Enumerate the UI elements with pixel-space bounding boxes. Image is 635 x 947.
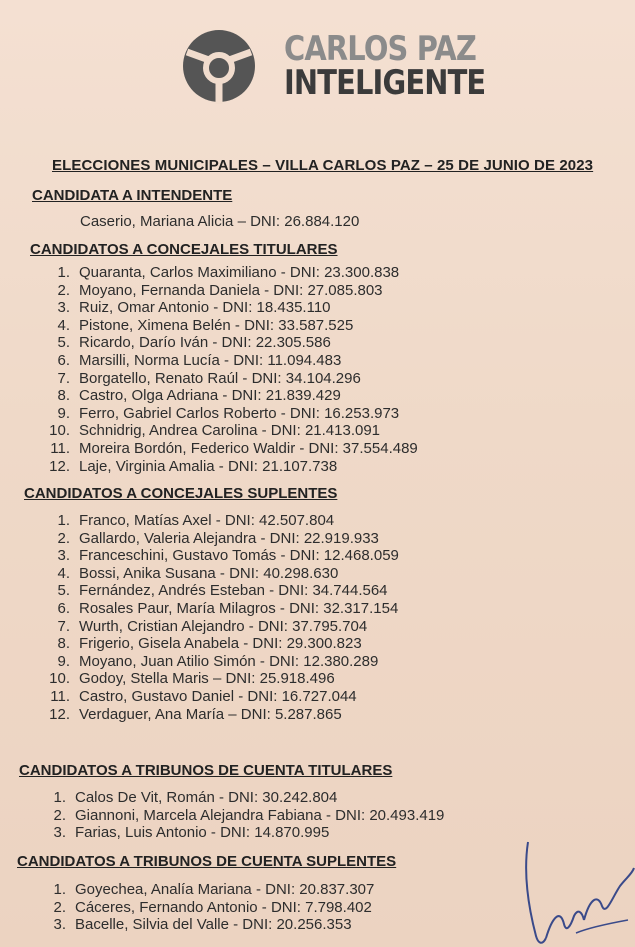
list-item-number: 12.: [49, 705, 70, 723]
heading-concejales-titulares: CANDIDATOS A CONCEJALES TITULARES: [30, 241, 338, 258]
document-title: ELECCIONES MUNICIPALES – VILLA CARLOS PAZ – 25 DE JUNIO DE 2023: [52, 157, 594, 174]
list-item-number: 2.: [57, 529, 70, 547]
concejal-titular-item: [44, 282, 418, 300]
list-item-number: 2.: [53, 806, 66, 824]
handwritten-signature-icon: [516, 838, 635, 947]
list-item-number: 5.: [57, 582, 70, 600]
list-item-text: Castro, Gustavo Daniel - DNI: 16.727.044: [79, 687, 357, 705]
list-item-text: Rosales Paur, María Milagros - DNI: 32.317.154: [79, 599, 399, 617]
list-item-text: Frigerio, Gisela Anabela - DNI: 29.300.823: [79, 635, 362, 653]
list-item-number: 1.: [57, 512, 70, 529]
concejal-titular-item: [44, 387, 418, 405]
list-item-text: Fernández, Andrés Esteban - DNI: 34.744.564: [79, 582, 388, 600]
list-item-number: 6.: [57, 599, 70, 617]
tribuno-suplente-item: [40, 881, 374, 899]
list-item-text: Gallardo, Valeria Alejandra - DNI: 22.919.933: [79, 529, 379, 547]
list-item-number: 9.: [57, 404, 70, 422]
heading-candidata-intendente: CANDIDATA A INTENDENTE: [32, 187, 233, 204]
list-item-number: 4.: [57, 316, 70, 334]
list-item-text: Godoy, Stella Maris – DNI: 25.918.496: [79, 670, 335, 688]
tribuno-suplente-item: [40, 899, 374, 917]
list-item-text: Ricardo, Darío Iván - DNI: 22.305.586: [79, 334, 331, 352]
list-item-number: 8.: [57, 635, 70, 653]
list-item-number: 1.: [53, 789, 66, 806]
heading-concejales-suplentes: CANDIDATOS A CONCEJALES SUPLENTES: [24, 485, 338, 502]
concejal-titular-item: [44, 264, 418, 282]
concejal-titular-item: [44, 422, 418, 440]
list-tribunos-titulares: [40, 789, 444, 842]
list-item-text: Bossi, Anika Susana - DNI: 40.298.630: [79, 564, 339, 582]
list-item-number: 3.: [53, 824, 66, 842]
tribuno-suplente-item: [40, 916, 374, 934]
tribuno-titular-item: [40, 807, 444, 825]
list-item-number: 2.: [57, 281, 70, 299]
list-item-text: Marsilli, Norma Lucía - DNI: 11.094.483: [79, 351, 342, 369]
concejal-suplente-item: [44, 512, 399, 530]
list-item-number: 6.: [57, 351, 70, 369]
tribuno-titular-item: [40, 824, 444, 842]
list-item-number: 1.: [53, 881, 66, 898]
carlos-paz-inteligente-logo: [181, 28, 486, 108]
concejal-suplente-item: [44, 688, 399, 706]
list-item-number: 10.: [49, 422, 70, 440]
concejal-suplente-item: [44, 600, 399, 618]
concejal-titular-item: [44, 440, 418, 458]
list-item-text: Ferro, Gabriel Carlos Roberto - DNI: 16.253.973: [79, 404, 400, 422]
concejal-suplente-item: [44, 653, 399, 671]
list-item-number: 9.: [57, 652, 70, 670]
list-tribunos-suplentes: [40, 881, 374, 934]
list-item-text: Schnidrig, Andrea Carolina - DNI: 21.413.091: [79, 422, 381, 440]
list-item-text: Castro, Olga Adriana - DNI: 21.839.429: [79, 387, 341, 405]
concejal-titular-item: [44, 405, 418, 423]
list-item-text: Moyano, Juan Atilio Simón - DNI: 12.380.289: [79, 652, 379, 670]
carlos-paz-logo-mark-icon: [181, 28, 257, 104]
list-item-text: Franco, Matías Axel - DNI: 42.507.804: [79, 512, 335, 529]
list-item-text: Goyechea, Analía Mariana - DNI: 20.837.307: [75, 881, 375, 898]
intendente-name: Caserio, Mariana Alicia – DNI: 26.884.120: [80, 213, 360, 230]
concejal-titular-item: [44, 370, 418, 388]
list-item-text: Moreira Bordón, Federico Waldir - DNI: 37.554.489: [79, 439, 418, 457]
list-item-text: Borgatello, Renato Raúl - DNI: 34.104.296: [79, 369, 361, 387]
list-item-number: 3.: [57, 299, 70, 317]
list-item-text: Moyano, Fernanda Daniela - DNI: 27.085.803: [79, 281, 383, 299]
list-concejales-titulares: [44, 264, 418, 475]
list-item-text: Ruiz, Omar Antonio - DNI: 18.435.110: [79, 299, 331, 317]
concejal-titular-item: [44, 352, 418, 370]
logo-line-inteligente: INTELIGENTE: [284, 63, 486, 103]
list-item-number: 10.: [49, 670, 70, 688]
list-item-number: 5.: [57, 334, 70, 352]
concejal-suplente-item: [44, 670, 399, 688]
concejal-suplente-item: [44, 565, 399, 583]
list-item-number: 11.: [50, 439, 70, 457]
heading-tribunos-titulares: CANDIDATOS A TRIBUNOS DE CUENTA TITULARES: [19, 762, 393, 779]
logo-line-carlos-paz: CARLOS PAZ: [284, 29, 477, 69]
concejal-titular-item: [44, 317, 418, 335]
list-item-number: 7.: [57, 617, 70, 635]
heading-tribunos-suplentes: CANDIDATOS A TRIBUNOS DE CUENTA SUPLENTES: [17, 853, 397, 870]
list-item-number: 1.: [57, 264, 70, 281]
concejal-suplente-item: [44, 582, 399, 600]
concejal-suplente-item: [44, 635, 399, 653]
list-item-number: 7.: [57, 369, 70, 387]
list-concejales-suplentes: [44, 512, 399, 723]
list-item-text: Laje, Virginia Amalia - DNI: 21.107.738: [79, 457, 338, 475]
list-item-text: Quaranta, Carlos Maximiliano - DNI: 23.300.838: [79, 264, 400, 281]
list-item-text: Wurth, Cristian Alejandro - DNI: 37.795.704: [79, 617, 368, 635]
list-item-number: 3.: [57, 547, 70, 565]
list-item-number: 3.: [53, 916, 66, 934]
list-item-number: 12.: [49, 457, 70, 475]
list-item-text: Pistone, Ximena Belén - DNI: 33.587.525: [79, 316, 354, 334]
concejal-titular-item: [44, 334, 418, 352]
concejal-suplente-item: [44, 530, 399, 548]
list-item-text: Bacelle, Silvia del Valle - DNI: 20.256.353: [75, 916, 352, 934]
list-item-number: 8.: [57, 387, 70, 405]
list-item-text: Franceschini, Gustavo Tomás - DNI: 12.468.059: [79, 547, 399, 565]
concejal-suplente-item: [44, 547, 399, 565]
list-item-text: Giannoni, Marcela Alejandra Fabiana - DNI: 20.493.419: [75, 806, 445, 824]
list-item-text: Cáceres, Fernando Antonio - DNI: 7.798.402: [75, 898, 372, 916]
concejal-suplente-item: [44, 706, 399, 724]
tribuno-titular-item: [40, 789, 444, 807]
concejal-suplente-item: [44, 618, 399, 636]
list-item-text: Calos De Vit, Román - DNI: 30.242.804: [75, 789, 338, 806]
list-item-text: Farias, Luis Antonio - DNI: 14.870.995: [75, 824, 330, 842]
concejal-titular-item: [44, 458, 418, 476]
list-item-number: 2.: [53, 898, 66, 916]
list-item-number: 4.: [57, 564, 70, 582]
list-item-number: 11.: [50, 687, 70, 705]
list-item-text: Verdaguer, Ana María – DNI: 5.287.865: [79, 705, 342, 723]
concejal-titular-item: [44, 299, 418, 317]
